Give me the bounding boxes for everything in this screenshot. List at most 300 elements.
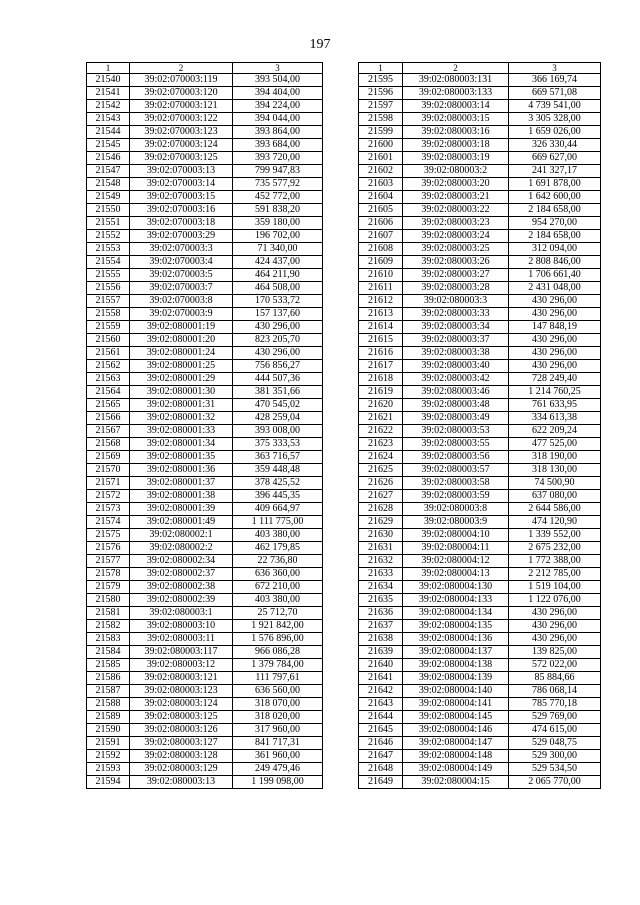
cadastral-number-cell: 39:02:080003:14 [403, 100, 509, 113]
table-row [359, 373, 601, 386]
table-row [87, 113, 323, 126]
value-cell: 966 086,28 [233, 646, 323, 659]
cadastral-number-cell: 39:02:080003:33 [403, 308, 509, 321]
cadastral-number-cell: 39:02:080003:126 [130, 724, 233, 737]
row-number-cell: 21548 [87, 178, 130, 191]
table-row [359, 516, 601, 529]
table-row [87, 516, 323, 529]
cadastral-number-cell: 39:02:080003:53 [403, 425, 509, 438]
value-cell: 359 448,48 [233, 464, 323, 477]
cadastral-number-cell: 39:02:070003:29 [130, 230, 233, 243]
cadastral-number-cell: 39:02:080003:121 [130, 672, 233, 685]
cadastral-number-cell: 39:02:080003:28 [403, 282, 509, 295]
row-number-cell: 21617 [359, 360, 403, 373]
table-row [87, 646, 323, 659]
value-cell: 157 137,60 [233, 308, 323, 321]
table-row [359, 607, 601, 620]
cadastral-number-cell: 39:02:080003:24 [403, 230, 509, 243]
row-number-cell: 21565 [87, 399, 130, 412]
cadastral-number-cell: 39:02:080003:11 [130, 633, 233, 646]
cadastral-number-cell: 39:02:080003:9 [403, 516, 509, 529]
cadastral-number-cell: 39:02:080003:57 [403, 464, 509, 477]
row-number-cell: 21616 [359, 347, 403, 360]
row-number-cell: 21575 [87, 529, 130, 542]
value-cell: 393 864,00 [233, 126, 323, 139]
value-cell: 147 848,19 [509, 321, 601, 334]
cadastral-number-cell: 39:02:070003:121 [130, 100, 233, 113]
row-number-cell: 21622 [359, 425, 403, 438]
table-row [359, 581, 601, 594]
cadastral-number-cell: 39:02:080003:55 [403, 438, 509, 451]
table-row [87, 295, 323, 308]
row-number-cell: 21606 [359, 217, 403, 230]
value-cell: 393 684,00 [233, 139, 323, 152]
cadastral-number-cell: 39:02:080002:38 [130, 581, 233, 594]
row-number-cell: 21569 [87, 451, 130, 464]
row-number-cell: 21648 [359, 763, 403, 776]
cadastral-number-cell: 39:02:080003:27 [403, 269, 509, 282]
value-cell: 359 180,00 [233, 217, 323, 230]
row-number-cell: 21550 [87, 204, 130, 217]
table-row [87, 217, 323, 230]
cadastral-number-cell: 39:02:080001:19 [130, 321, 233, 334]
value-cell: 430 296,00 [509, 633, 601, 646]
table-row [359, 620, 601, 633]
row-number-cell: 21542 [87, 100, 130, 113]
row-number-cell: 21595 [359, 74, 403, 87]
table-row [359, 425, 601, 438]
table-row [359, 256, 601, 269]
row-number-cell: 21560 [87, 334, 130, 347]
table-row [359, 737, 601, 750]
row-number-cell: 21559 [87, 321, 130, 334]
row-number-cell: 21582 [87, 620, 130, 633]
value-cell: 1 576 896,00 [233, 633, 323, 646]
row-number-cell: 21614 [359, 321, 403, 334]
row-number-cell: 21585 [87, 659, 130, 672]
value-cell: 111 797,61 [233, 672, 323, 685]
cadastral-number-cell: 39:02:080003:38 [403, 347, 509, 360]
row-number-cell: 21640 [359, 659, 403, 672]
row-number-cell: 21628 [359, 503, 403, 516]
value-cell: 474 120,90 [509, 516, 601, 529]
table-row [359, 672, 601, 685]
table-row [87, 321, 323, 334]
row-number-cell: 21633 [359, 568, 403, 581]
cadastral-number-cell: 39:02:080003:48 [403, 399, 509, 412]
table-row [359, 477, 601, 490]
table-row [359, 113, 601, 126]
row-number-cell: 21635 [359, 594, 403, 607]
value-cell: 786 068,14 [509, 685, 601, 698]
table-row [87, 269, 323, 282]
table-row [87, 412, 323, 425]
cadastral-number-cell: 39:02:080004:136 [403, 633, 509, 646]
right-table-body [359, 63, 601, 789]
table-row [87, 737, 323, 750]
table-row [359, 386, 601, 399]
column-header: 3 [233, 63, 323, 74]
cadastral-number-cell: 39:02:080004:141 [403, 698, 509, 711]
cadastral-number-cell: 39:02:080002:1 [130, 529, 233, 542]
table-row [359, 490, 601, 503]
row-number-cell: 21578 [87, 568, 130, 581]
cadastral-number-cell: 39:02:080004:145 [403, 711, 509, 724]
value-cell: 409 664,97 [233, 503, 323, 516]
value-cell: 71 340,00 [233, 243, 323, 256]
cadastral-number-cell: 39:02:080004:139 [403, 672, 509, 685]
value-cell: 424 437,00 [233, 256, 323, 269]
cadastral-number-cell: 39:02:080001:31 [130, 399, 233, 412]
value-cell: 1 659 026,00 [509, 126, 601, 139]
cadastral-number-cell: 39:02:070003:3 [130, 243, 233, 256]
row-number-cell: 21631 [359, 542, 403, 555]
value-cell: 669 627,00 [509, 152, 601, 165]
cadastral-number-cell: 39:02:070003:9 [130, 308, 233, 321]
table-row [87, 204, 323, 217]
value-cell: 529 769,00 [509, 711, 601, 724]
value-cell: 728 249,40 [509, 373, 601, 386]
row-number-cell: 21611 [359, 282, 403, 295]
cadastral-number-cell: 39:02:080001:33 [130, 425, 233, 438]
row-number-cell: 21562 [87, 360, 130, 373]
value-cell: 2 065 770,00 [509, 776, 601, 789]
value-cell: 393 720,00 [233, 152, 323, 165]
row-number-cell: 21580 [87, 594, 130, 607]
cadastral-number-cell: 39:02:080003:23 [403, 217, 509, 230]
cadastral-number-cell: 39:02:080001:35 [130, 451, 233, 464]
value-cell: 1 379 784,00 [233, 659, 323, 672]
value-cell: 428 259,04 [233, 412, 323, 425]
value-cell: 785 770,18 [509, 698, 601, 711]
cadastral-number-cell: 39:02:070003:13 [130, 165, 233, 178]
cadastral-number-cell: 39:02:080001:20 [130, 334, 233, 347]
table-row [87, 555, 323, 568]
table-row [359, 633, 601, 646]
table-row [359, 217, 601, 230]
row-number-cell: 21598 [359, 113, 403, 126]
value-cell: 462 179,85 [233, 542, 323, 555]
value-cell: 430 296,00 [509, 334, 601, 347]
value-cell: 622 209,24 [509, 425, 601, 438]
value-cell: 529 048,75 [509, 737, 601, 750]
value-cell: 393 504,00 [233, 74, 323, 87]
value-cell: 241 327,17 [509, 165, 601, 178]
cadastral-number-cell: 39:02:070003:18 [130, 217, 233, 230]
row-number-cell: 21590 [87, 724, 130, 737]
table-row [87, 74, 323, 87]
table-row [87, 100, 323, 113]
table-row [87, 178, 323, 191]
table-row [359, 438, 601, 451]
row-number-cell: 21626 [359, 477, 403, 490]
value-cell: 430 296,00 [233, 321, 323, 334]
cadastral-number-cell: 39:02:080003:18 [403, 139, 509, 152]
row-number-cell: 21563 [87, 373, 130, 386]
table-row [87, 308, 323, 321]
table-row [359, 360, 601, 373]
table-row [87, 529, 323, 542]
row-number-cell: 21546 [87, 152, 130, 165]
table-row [87, 451, 323, 464]
page-number: 197 [309, 37, 331, 52]
table-row [359, 178, 601, 191]
table-row [87, 243, 323, 256]
table-row [87, 750, 323, 763]
table-row [87, 282, 323, 295]
value-cell: 799 947,83 [233, 165, 323, 178]
value-cell: 636 560,00 [233, 685, 323, 698]
row-number-cell: 21630 [359, 529, 403, 542]
table-row [359, 269, 601, 282]
value-cell: 394 044,00 [233, 113, 323, 126]
row-number-cell: 21609 [359, 256, 403, 269]
row-number-cell: 21603 [359, 178, 403, 191]
cadastral-number-cell: 39:02:070003:125 [130, 152, 233, 165]
row-number-cell: 21612 [359, 295, 403, 308]
value-cell: 1 199 098,00 [233, 776, 323, 789]
cadastral-number-cell: 39:02:080003:117 [130, 646, 233, 659]
value-cell: 464 508,00 [233, 282, 323, 295]
table-row [359, 308, 601, 321]
row-number-cell: 21646 [359, 737, 403, 750]
table-row [87, 724, 323, 737]
table-row [359, 555, 601, 568]
column-header: 1 [359, 63, 403, 74]
table-row [359, 568, 601, 581]
row-number-cell: 21592 [87, 750, 130, 763]
cadastral-number-cell: 39:02:080003:123 [130, 685, 233, 698]
column-header: 2 [403, 63, 509, 74]
value-cell: 394 404,00 [233, 87, 323, 100]
table-row [87, 425, 323, 438]
table-row [87, 477, 323, 490]
cadastral-number-cell: 39:02:080003:19 [403, 152, 509, 165]
table-row [359, 126, 601, 139]
value-cell: 1 772 388,00 [509, 555, 601, 568]
value-cell: 326 330,44 [509, 139, 601, 152]
cadastral-number-cell: 39:02:080003:10 [130, 620, 233, 633]
table-row [87, 581, 323, 594]
table-row [359, 503, 601, 516]
row-number-cell: 21545 [87, 139, 130, 152]
cadastral-number-cell: 39:02:070003:16 [130, 204, 233, 217]
row-number-cell: 21599 [359, 126, 403, 139]
row-number-cell: 21584 [87, 646, 130, 659]
row-number-cell: 21593 [87, 763, 130, 776]
value-cell: 669 571,08 [509, 87, 601, 100]
table-row [87, 87, 323, 100]
value-cell: 444 507,36 [233, 373, 323, 386]
table-row [359, 243, 601, 256]
table-row [359, 204, 601, 217]
row-number-cell: 21620 [359, 399, 403, 412]
cadastral-number-cell: 39:02:080003:124 [130, 698, 233, 711]
row-number-cell: 21574 [87, 516, 130, 529]
value-cell: 22 736,80 [233, 555, 323, 568]
table-row [359, 464, 601, 477]
row-number-cell: 21613 [359, 308, 403, 321]
row-number-cell: 21588 [87, 698, 130, 711]
table-row [87, 373, 323, 386]
value-cell: 1 122 076,00 [509, 594, 601, 607]
row-number-cell: 21649 [359, 776, 403, 789]
row-number-cell: 21596 [359, 87, 403, 100]
cadastral-number-cell: 39:02:080003:25 [403, 243, 509, 256]
table-row [359, 230, 601, 243]
value-cell: 756 856,27 [233, 360, 323, 373]
table-row [87, 230, 323, 243]
table-row [87, 334, 323, 347]
cadastral-number-cell: 39:02:080001:38 [130, 490, 233, 503]
row-number-cell: 21543 [87, 113, 130, 126]
row-number-cell: 21615 [359, 334, 403, 347]
table-row [87, 711, 323, 724]
row-number-cell: 21586 [87, 672, 130, 685]
cadastral-number-cell: 39:02:080003:133 [403, 87, 509, 100]
table-row [359, 334, 601, 347]
cadastral-number-cell: 39:02:070003:119 [130, 74, 233, 87]
value-cell: 393 008,00 [233, 425, 323, 438]
cadastral-number-cell: 39:02:080004:11 [403, 542, 509, 555]
cadastral-number-cell: 39:02:080001:29 [130, 373, 233, 386]
row-number-cell: 21634 [359, 581, 403, 594]
row-number-cell: 21566 [87, 412, 130, 425]
value-cell: 430 296,00 [509, 347, 601, 360]
value-cell: 363 716,57 [233, 451, 323, 464]
cadastral-number-cell: 39:02:080003:12 [130, 659, 233, 672]
value-cell: 529 300,00 [509, 750, 601, 763]
cadastral-number-cell: 39:02:080001:32 [130, 412, 233, 425]
row-number-cell: 21641 [359, 672, 403, 685]
table-row [359, 594, 601, 607]
cadastral-number-cell: 39:02:080004:148 [403, 750, 509, 763]
value-cell: 1 214 760,25 [509, 386, 601, 399]
row-number-cell: 21557 [87, 295, 130, 308]
value-cell: 2 431 048,00 [509, 282, 601, 295]
value-cell: 430 296,00 [233, 347, 323, 360]
row-number-cell: 21553 [87, 243, 130, 256]
value-cell: 954 270,00 [509, 217, 601, 230]
value-cell: 430 296,00 [509, 360, 601, 373]
row-number-cell: 21632 [359, 555, 403, 568]
row-number-cell: 21594 [87, 776, 130, 789]
row-number-cell: 21572 [87, 490, 130, 503]
row-number-cell: 21607 [359, 230, 403, 243]
table-row [359, 399, 601, 412]
row-number-cell: 21625 [359, 464, 403, 477]
row-number-cell: 21541 [87, 87, 130, 100]
cadastral-number-cell: 39:02:080003:3 [403, 295, 509, 308]
cadastral-number-cell: 39:02:080003:34 [403, 321, 509, 334]
value-cell: 735 577,92 [233, 178, 323, 191]
row-number-cell: 21605 [359, 204, 403, 217]
row-number-cell: 21540 [87, 74, 130, 87]
cadastral-number-cell: 39:02:080002:34 [130, 555, 233, 568]
table-row [87, 191, 323, 204]
row-number-cell: 21623 [359, 438, 403, 451]
value-cell: 1 706 661,40 [509, 269, 601, 282]
table-row [359, 100, 601, 113]
cadastral-number-cell: 39:02:070003:7 [130, 282, 233, 295]
value-cell: 430 296,00 [509, 620, 601, 633]
cadastral-number-cell: 39:02:080003:22 [403, 204, 509, 217]
table-header-row [87, 63, 323, 74]
row-number-cell: 21619 [359, 386, 403, 399]
row-number-cell: 21567 [87, 425, 130, 438]
row-number-cell: 21621 [359, 412, 403, 425]
value-cell: 591 838,20 [233, 204, 323, 217]
table-row [359, 724, 601, 737]
cadastral-number-cell: 39:02:080003:46 [403, 386, 509, 399]
row-number-cell: 21544 [87, 126, 130, 139]
table-row [87, 620, 323, 633]
table-row [359, 295, 601, 308]
cadastral-number-cell: 39:02:080003:20 [403, 178, 509, 191]
cadastral-number-cell: 39:02:080002:37 [130, 568, 233, 581]
table-row [359, 763, 601, 776]
cadastral-number-cell: 39:02:080001:25 [130, 360, 233, 373]
row-number-cell: 21638 [359, 633, 403, 646]
cadastral-number-cell: 39:02:080003:131 [403, 74, 509, 87]
value-cell: 2 184 658,00 [509, 230, 601, 243]
table-header-row [359, 63, 601, 74]
table-row [87, 165, 323, 178]
value-cell: 430 296,00 [509, 308, 601, 321]
left-table [86, 62, 323, 789]
row-number-cell: 21618 [359, 373, 403, 386]
table-row [359, 711, 601, 724]
row-number-cell: 21571 [87, 477, 130, 490]
table-row [359, 750, 601, 763]
table-row [359, 165, 601, 178]
cadastral-number-cell: 39:02:080003:13 [130, 776, 233, 789]
table-row [87, 386, 323, 399]
row-number-cell: 21610 [359, 269, 403, 282]
cadastral-number-cell: 39:02:080003:58 [403, 477, 509, 490]
table-row [87, 360, 323, 373]
table-row [87, 464, 323, 477]
cadastral-number-cell: 39:02:070003:124 [130, 139, 233, 152]
value-cell: 4 739 541,00 [509, 100, 601, 113]
row-number-cell: 21624 [359, 451, 403, 464]
table-row [359, 698, 601, 711]
row-number-cell: 21601 [359, 152, 403, 165]
value-cell: 477 525,00 [509, 438, 601, 451]
row-number-cell: 21642 [359, 685, 403, 698]
value-cell: 2 212 785,00 [509, 568, 601, 581]
row-number-cell: 21564 [87, 386, 130, 399]
value-cell: 672 210,00 [233, 581, 323, 594]
cadastral-number-cell: 39:02:080003:1 [130, 607, 233, 620]
cadastral-number-cell: 39:02:080003:26 [403, 256, 509, 269]
table-row [87, 633, 323, 646]
cadastral-number-cell: 39:02:080003:21 [403, 191, 509, 204]
table-row [359, 542, 601, 555]
cadastral-number-cell: 39:02:070003:122 [130, 113, 233, 126]
value-cell: 249 479,46 [233, 763, 323, 776]
table-row [87, 438, 323, 451]
value-cell: 430 296,00 [509, 607, 601, 620]
row-number-cell: 21570 [87, 464, 130, 477]
row-number-cell: 21576 [87, 542, 130, 555]
cadastral-number-cell: 39:02:080004:149 [403, 763, 509, 776]
cadastral-number-cell: 39:02:080003:56 [403, 451, 509, 464]
value-cell: 381 351,66 [233, 386, 323, 399]
value-cell: 74 500,90 [509, 477, 601, 490]
value-cell: 318 020,00 [233, 711, 323, 724]
row-number-cell: 21552 [87, 230, 130, 243]
